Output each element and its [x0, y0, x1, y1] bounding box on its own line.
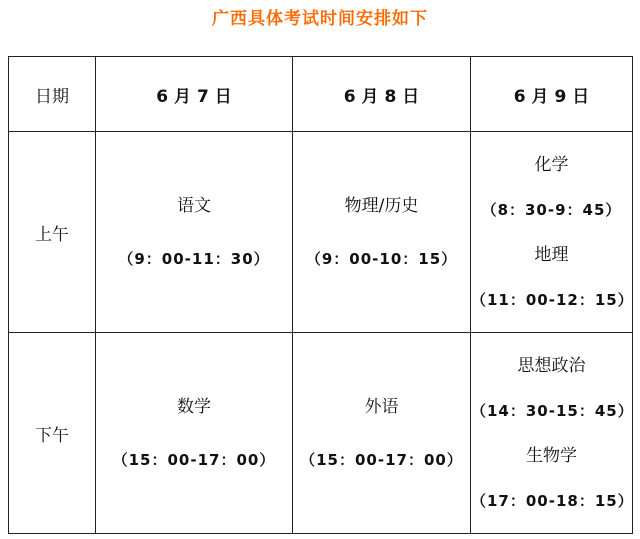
exam-time: （9：00-10：15）: [305, 250, 458, 268]
exam-cell: [471, 132, 633, 333]
exam-cell: [96, 132, 293, 333]
exam-cell: [96, 333, 293, 534]
subject-name: 思想政治: [517, 356, 586, 376]
exam-time: （17：00-18：15）: [471, 492, 634, 510]
subject-name: 物理/历史: [344, 196, 419, 216]
subject-name: 生物学: [526, 446, 577, 466]
exam-cell: [293, 132, 471, 333]
subject-name: 语文: [177, 196, 211, 216]
subject-name: 数学: [177, 397, 211, 417]
subject-name: 地理: [534, 245, 569, 265]
subject-name: 外语: [364, 397, 399, 417]
header-row: [9, 57, 633, 132]
exam-time: （9：00-11：30）: [118, 250, 270, 268]
day-header: 6 月 7 日: [96, 57, 293, 132]
exam-time: （14：30-15：45）: [471, 402, 634, 420]
row-label-afternoon: 下午: [9, 333, 96, 534]
morning-row: [9, 132, 633, 333]
date-header: 日期: [9, 57, 96, 132]
afternoon-row: [9, 333, 633, 534]
exam-time: （8：30-9：45）: [481, 201, 622, 219]
exam-schedule-table: [8, 56, 633, 534]
exam-time: （15：00-17：00）: [300, 451, 463, 469]
page-title: 广西具体考试时间安排如下: [212, 9, 428, 29]
day-header: 6 月 9 日: [471, 57, 633, 132]
exam-time: （15：00-17：00）: [112, 451, 276, 469]
row-label-morning: 上午: [9, 132, 96, 333]
exam-cell: [471, 333, 633, 534]
exam-cell: [293, 333, 471, 534]
subject-name: 化学: [534, 155, 569, 175]
exam-time: （11：00-12：15）: [471, 291, 634, 309]
day-header: 6 月 8 日: [293, 57, 471, 132]
